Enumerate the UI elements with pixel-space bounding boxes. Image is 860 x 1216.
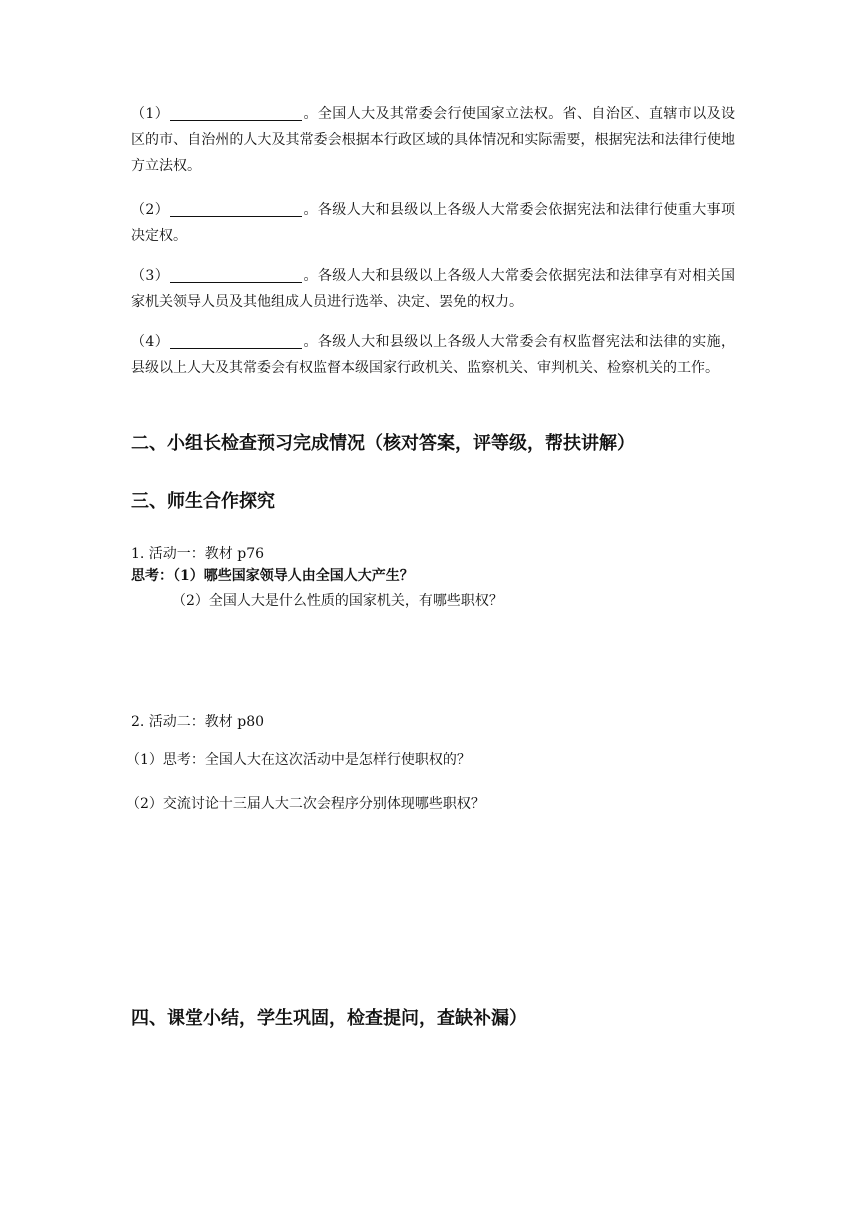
- activity-1-title: 1. 活动一：教材 p76: [131, 546, 265, 562]
- activity-1-question-1-text: （1）哪些国家领导人由全国人大产生？: [173, 568, 414, 584]
- fill-item-1: [131, 101, 735, 179]
- fill-item-1-number: （1）: [131, 106, 170, 122]
- fill-item-2-number: （2）: [131, 202, 170, 218]
- activity-2-question-2: （2）交流讨论十三届人大二次会程序分别体现哪些职权？: [126, 796, 485, 812]
- fill-item-4-text: 。各级人大和县级以上各级人大常委会有权监督宪法和法律的实施，县级以上人大及其常委会有权监督本级国家行政机关、监察机关、审判机关、检察机关的工作。: [131, 334, 735, 376]
- section-2-heading: 二、小组长检查预习完成情况（核对答案，评等级，帮扶讲解）: [131, 433, 635, 454]
- activity-1-question-1: [131, 566, 414, 586]
- fill-item-2: [131, 197, 735, 249]
- fill-item-2-text: 。各级人大和县级以上各级人大常委会依据宪法和法律行使重大事项决定权。: [131, 202, 735, 244]
- fill-item-3: [131, 263, 735, 315]
- fill-item-3-text: 。各级人大和县级以上各级人大常委会依据宪法和法律享有对相关国家机关领导人员及其他组成人员进行选举、决定、罢免的权力。: [131, 268, 735, 310]
- fill-item-1-text: 。全国人大及其常委会行使国家立法权。省、自治区、直辖市以及设区的市、自治州的人大及其常委会根据本行政区域的具体情况和实际需要，根据宪法和法律行使地方立法权。: [131, 106, 735, 174]
- fill-blank-1[interactable]: [170, 103, 302, 121]
- think-label: 思考：: [131, 568, 173, 584]
- section-4-heading: 四、课堂小结，学生巩固，检查提问，查缺补漏）: [131, 1008, 527, 1029]
- fill-blank-4[interactable]: [170, 331, 302, 349]
- activity-2-question-1: （1）思考：全国人大在这次活动中是怎样行使职权的？: [126, 752, 471, 768]
- fill-item-3-number: （3）: [131, 268, 170, 284]
- fill-blank-3[interactable]: [170, 265, 302, 283]
- activity-1-question-2: （2）全国人大是什么性质的国家机关，有哪些职权？: [172, 593, 503, 609]
- fill-item-4-number: （4）: [131, 334, 170, 350]
- section-3-heading: 三、师生合作探究: [131, 491, 275, 512]
- fill-item-4: [131, 329, 735, 381]
- fill-blank-2[interactable]: [170, 199, 302, 217]
- activity-2-title: 2. 活动二：教材 p80: [131, 714, 265, 730]
